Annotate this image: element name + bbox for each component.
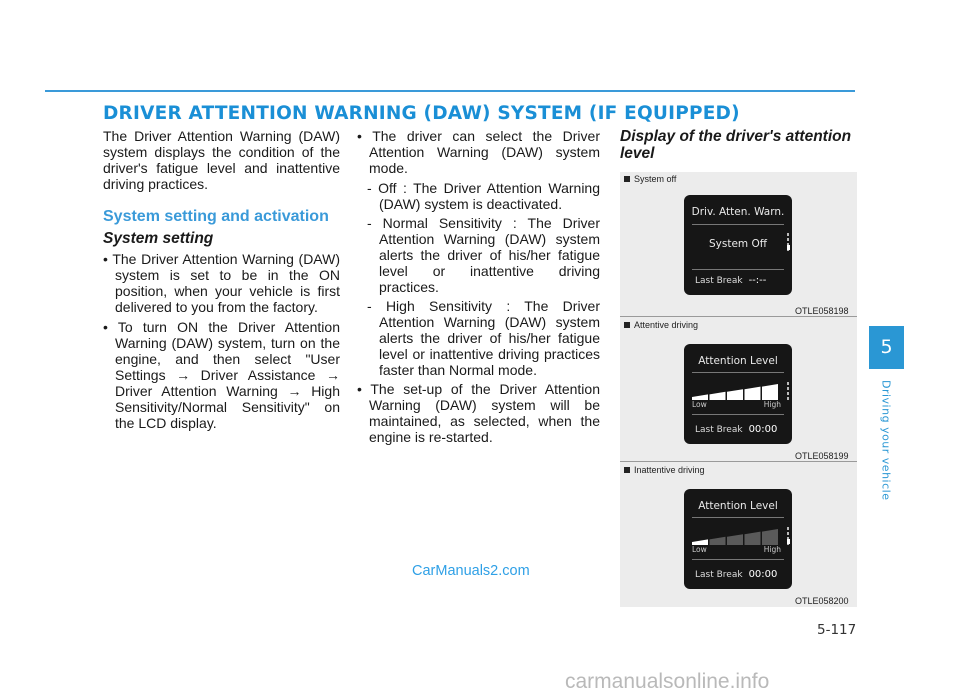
sub-heading: System setting <box>103 230 214 247</box>
level-segment <box>745 387 761 400</box>
lcd-last-break: Last Break 00:00 <box>695 424 778 435</box>
lcd-scale-icon <box>787 382 789 402</box>
figure-code: OTLE058199 <box>795 451 849 461</box>
figure-divider <box>620 461 857 462</box>
lcd-display-system-off <box>684 195 792 295</box>
list-item: • The driver can select the Driver Attention Warning (DAW) system mode. <box>357 128 600 176</box>
lcd-display-attentive <box>684 344 792 444</box>
level-low-label: Low <box>692 545 707 554</box>
figure-code: OTLE058198 <box>795 306 849 316</box>
watermark-link[interactable]: CarManuals2.com <box>412 563 530 579</box>
list-item: • To turn ON the Driver Attention Warning (DAW) system, turn on the engine, and then select "User Settings → Driver Assistance → Driver Attention Warning → High Sensitivity/Normal Sensitivity" on the LCD display. <box>103 319 340 431</box>
figure-code: OTLE058200 <box>795 596 849 606</box>
lcd-last-break: Last Break --:-- <box>695 275 767 286</box>
lcd-status: System Off <box>709 238 767 250</box>
figure-divider <box>620 316 857 317</box>
lcd-divider <box>692 372 784 373</box>
figure-caption: Attentive driving <box>624 320 698 330</box>
column-2 <box>357 128 600 449</box>
lcd-divider <box>692 269 784 270</box>
attention-level-bar <box>692 382 780 400</box>
page-number: 5-117 <box>817 622 857 638</box>
square-bullet-icon <box>624 322 630 328</box>
mode-item-off: - Off : The Driver Attention Warning (DAW) system is deactivated. <box>367 180 600 212</box>
column-3 <box>620 128 858 175</box>
lcd-title: Driv. Atten. Warn. <box>691 206 785 218</box>
column-1 <box>103 128 340 435</box>
lcd-scale-icon <box>787 233 789 253</box>
lcd-scale-marker-icon <box>787 539 790 544</box>
list-item: • The set-up of the Driver Attention Warning (DAW) system will be maintained, as selected, when the engine is re-started. <box>357 381 600 445</box>
level-segment <box>745 532 761 545</box>
level-segment <box>762 529 778 545</box>
level-segment <box>710 537 726 545</box>
lcd-scale-icon <box>787 527 789 547</box>
lcd-divider <box>692 559 784 560</box>
level-segment <box>710 392 726 400</box>
watermark-text: carmanualsonline.info <box>565 670 770 693</box>
level-low-label: Low <box>692 400 707 409</box>
lcd-divider <box>692 224 784 225</box>
figure-caption: Inattentive driving <box>624 465 705 475</box>
mode-item-high: - High Sensitivity : The Driver Attention Warning (DAW) system alerts the driver of his/her fatigue level or inattentive driving practices faster than Normal mode. <box>367 298 600 378</box>
square-bullet-icon <box>624 176 630 182</box>
lcd-title: Attention Level <box>698 355 778 367</box>
level-segment <box>727 534 743 545</box>
mode-item-normal: - Normal Sensitivity : The Driver Attention Warning (DAW) system alerts the driver of his/her fatigue level or inattentive driving practices. <box>367 215 600 295</box>
lcd-divider <box>692 517 784 518</box>
level-high-label: High <box>763 400 781 409</box>
page-title: DRIVER ATTENTION WARNING (DAW) SYSTEM (IF EQUIPPED) <box>103 103 740 124</box>
lcd-divider <box>692 414 784 415</box>
lcd-scale-marker-icon <box>787 245 790 250</box>
list-item: • The Driver Attention Warning (DAW) system is set to be in the ON position, when your vehicle is first delivered to you from the factory. <box>103 251 340 315</box>
lcd-last-break: Last Break 00:00 <box>695 569 778 580</box>
level-high-label: High <box>763 545 781 554</box>
level-segment <box>762 384 778 400</box>
section-heading: System setting and activation <box>103 208 329 225</box>
lcd-title: Attention Level <box>698 500 778 512</box>
lcd-display-inattentive <box>684 489 792 589</box>
square-bullet-icon <box>624 467 630 473</box>
intro-paragraph: The Driver Attention Warning (DAW) system displays the condition of the driver's fatigue level and inattentive driving practices. <box>103 128 340 192</box>
chapter-number-tab: 5 <box>869 326 904 369</box>
display-heading: Display of the driver's attention level <box>620 128 852 162</box>
level-segment <box>727 389 743 400</box>
chapter-label: Driving your vehicle <box>879 380 893 501</box>
header-rule <box>45 90 855 92</box>
attention-level-bar <box>692 527 780 545</box>
figure-caption: System off <box>624 174 676 184</box>
